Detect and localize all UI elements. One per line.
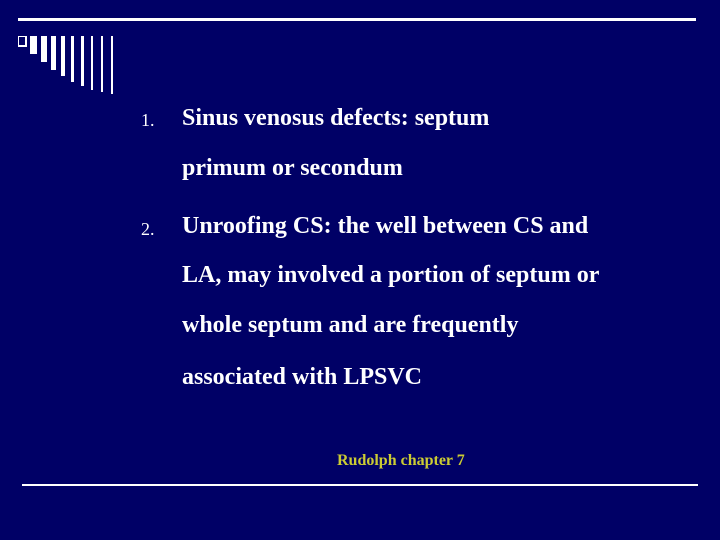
top-divider-line: [18, 18, 696, 21]
source-citation: Rudolph chapter 7: [337, 452, 465, 469]
list-item-text-line: associated with LPSVC: [182, 364, 423, 390]
list-item-number: 1.: [141, 110, 155, 130]
decorative-stripes-icon: [18, 36, 128, 94]
list-item-text-line: LA, may involved a portion of septum or: [182, 262, 600, 288]
list-item-number: 2.: [141, 219, 155, 239]
list-item-text-line: whole septum and are frequently: [182, 312, 519, 338]
list-item-text-line: Sinus venosus defects: septum: [182, 105, 490, 131]
list-item-text-line: primum or secondum: [182, 155, 403, 181]
list-item-text-line: Unroofing CS: the well between CS and: [182, 213, 589, 239]
bottom-divider-line: [22, 484, 698, 486]
